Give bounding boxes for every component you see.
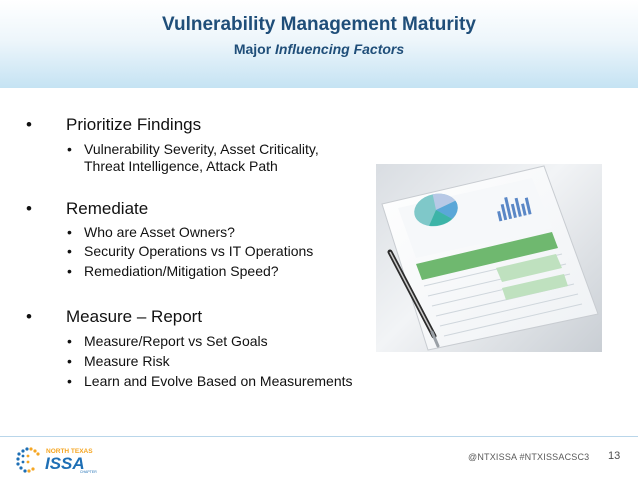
subtitle-italic: Influencing Factors xyxy=(275,41,405,57)
sub-bullet-text: Threat Intelligence, Attack Path xyxy=(84,158,278,174)
bullet-dot: • xyxy=(67,353,72,369)
bullet-dot: • xyxy=(67,141,72,157)
sub-bullet-continuation xyxy=(84,158,278,175)
sub-bullet xyxy=(67,333,268,350)
sub-bullet-text: Remediation/Mitigation Speed? xyxy=(84,263,279,279)
bullet-prioritize xyxy=(26,115,202,135)
bullet-dot: • xyxy=(26,199,32,218)
page-number: 13 xyxy=(608,450,621,462)
logo-text-north-texas: NORTH TEXAS xyxy=(46,448,93,455)
sub-bullet xyxy=(67,353,170,370)
sub-bullet-text: Measure/Report vs Set Goals xyxy=(84,333,268,349)
sub-bullet-text: Learn and Evolve Based on Measurements xyxy=(84,373,353,389)
bullet-label: Prioritize Findings xyxy=(66,115,202,134)
bullet-dot: • xyxy=(67,243,72,259)
bullet-remediate xyxy=(26,199,149,219)
sub-bullet xyxy=(67,263,279,280)
sub-bullet-text: Measure Risk xyxy=(84,353,170,369)
report-with-charts-and-pen-image xyxy=(376,164,602,352)
logo-text-chapter: CHAPTER xyxy=(80,470,97,474)
bullet-dot: • xyxy=(67,263,72,279)
footer-handle: @NTXISSA #NTXISSACSC3 xyxy=(468,452,590,462)
report-photo xyxy=(376,164,602,352)
subtitle-prefix: Major xyxy=(233,41,276,57)
sub-bullet-text: Vulnerability Severity, Asset Criticality, xyxy=(84,141,319,157)
bullet-dot: • xyxy=(67,224,72,240)
sub-bullet xyxy=(67,373,353,390)
slide-title: Vulnerability Management Maturity xyxy=(162,14,476,35)
bullet-label: Measure – Report xyxy=(66,307,203,326)
logo-text-issa: ISSA xyxy=(45,454,85,473)
issa-logo-icon xyxy=(14,444,114,474)
bullet-dot: • xyxy=(67,333,72,349)
bullet-dot: • xyxy=(67,373,72,389)
sub-bullet xyxy=(67,243,314,260)
sub-bullet xyxy=(67,141,319,158)
north-texas-issa-logo xyxy=(14,444,114,474)
footer-divider xyxy=(0,436,638,437)
sub-bullet-text: Security Operations vs IT Operations xyxy=(84,243,314,259)
bullet-dot: • xyxy=(26,307,32,326)
bullet-measure-report xyxy=(26,307,203,327)
sub-bullet-text: Who are Asset Owners? xyxy=(84,224,235,240)
sub-bullet xyxy=(67,224,235,241)
bullet-label: Remediate xyxy=(66,199,149,218)
bullet-dot: • xyxy=(26,115,32,134)
